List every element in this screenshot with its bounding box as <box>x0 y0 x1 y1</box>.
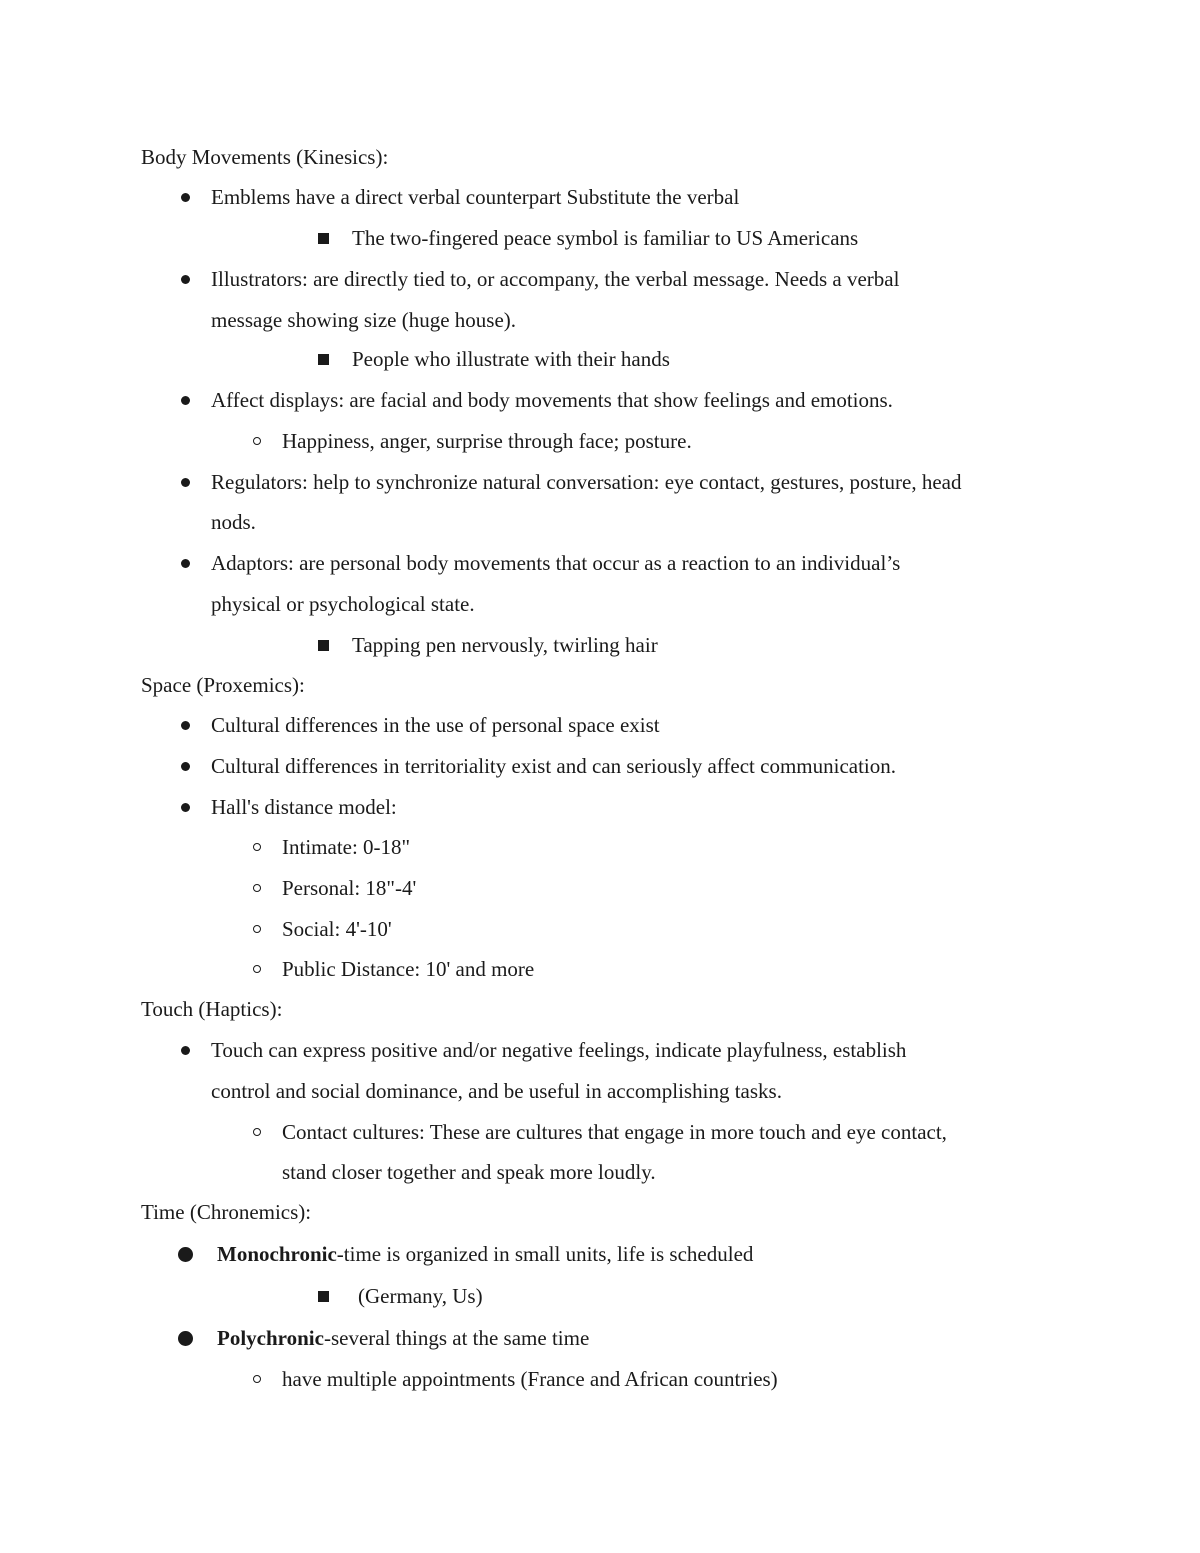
bullet-disc-icon <box>178 1247 193 1262</box>
bullet-circle-icon <box>253 884 261 892</box>
list-item-adaptors-example: Tapping pen nervously, twirling hair <box>352 633 658 657</box>
bullet-circle-icon <box>253 1375 261 1383</box>
list-item-touch: Touch can express positive and/or negative feelings, indicate playfulness, establish <box>211 1038 907 1062</box>
term-monochronic: Monochronic <box>217 1242 337 1266</box>
list-item-illustrators: Illustrators: are directly tied to, or accompany, the verbal message. Needs a verbal <box>211 267 900 291</box>
bullet-square-icon <box>318 640 329 651</box>
section-heading-chronemics: Time (Chronemics): <box>141 1200 312 1224</box>
bullet-disc-icon <box>181 762 190 771</box>
list-item-contact-cultures-cont: stand closer together and speak more loudly. <box>282 1160 656 1184</box>
bullet-disc-icon <box>181 1046 190 1055</box>
polychronic-definition: -several things at the same time <box>323 1326 590 1350</box>
bullet-circle-icon <box>253 925 261 933</box>
bullet-disc-icon <box>181 559 190 568</box>
section-heading-haptics: Touch (Haptics): <box>141 997 283 1021</box>
bullet-circle-icon <box>253 965 261 973</box>
list-item-personal-space: Cultural differences in the use of personal space exist <box>211 713 660 737</box>
section-heading-proxemics: Space (Proxemics): <box>141 673 305 697</box>
list-item-regulators: Regulators: help to synchronize natural conversation: eye contact, gestures, posture, head <box>211 470 962 494</box>
bullet-disc-icon <box>181 396 190 405</box>
list-item-emblems-example: The two-fingered peace symbol is familiar to US Americans <box>352 226 859 250</box>
bullet-square-icon <box>318 354 329 365</box>
list-item-distance: Public Distance: 10' and more <box>282 957 535 981</box>
bullet-circle-icon <box>253 437 261 445</box>
list-item-monochronic-example: (Germany, Us) <box>358 1284 483 1308</box>
list-item-distance: Personal: 18"-4' <box>282 876 417 900</box>
list-item-illustrators-cont: message showing size (huge house). <box>211 308 517 332</box>
list-item-regulators-cont: nods. <box>211 510 256 534</box>
bullet-disc-icon <box>181 275 190 284</box>
list-item-monochronic <box>217 1240 753 1268</box>
list-item-distance-model: Hall's distance model: <box>211 795 397 819</box>
list-item-distance: Intimate: 0-18" <box>282 835 411 859</box>
list-item-emblems: Emblems have a direct verbal counterpart Substitute the verbal <box>211 185 740 209</box>
bullet-disc-icon <box>181 803 190 812</box>
bullet-disc-icon <box>178 1331 193 1346</box>
list-item-contact-cultures: Contact cultures: These are cultures that engage in more touch and eye contact, <box>282 1120 947 1144</box>
list-item-polychronic <box>217 1324 589 1352</box>
bullet-circle-icon <box>253 1128 261 1136</box>
list-item-touch-cont: control and social dominance, and be useful in accomplishing tasks. <box>211 1079 782 1103</box>
bullet-disc-icon <box>181 193 190 202</box>
bullet-circle-icon <box>253 843 261 851</box>
bullet-disc-icon <box>181 721 190 730</box>
list-item-affect-displays: Affect displays: are facial and body movements that show feelings and emotions. <box>211 388 893 412</box>
term-polychronic: Polychronic <box>217 1326 324 1350</box>
bullet-disc-icon <box>181 478 190 487</box>
section-heading-kinesics: Body Movements (Kinesics): <box>141 145 389 169</box>
bullet-square-icon <box>318 1291 329 1302</box>
bullet-square-icon <box>318 233 329 244</box>
list-item-affect-example: Happiness, anger, surprise through face; posture. <box>282 429 692 453</box>
list-item-territoriality: Cultural differences in territoriality exist and can seriously affect communication. <box>211 754 897 778</box>
list-item-adaptors: Adaptors: are personal body movements that occur as a reaction to an individual’s <box>211 551 901 575</box>
list-item-illustrators-example: People who illustrate with their hands <box>352 347 670 371</box>
list-item-polychronic-example: have multiple appointments (France and African countries) <box>282 1367 778 1391</box>
list-item-distance: Social: 4'-10' <box>282 917 392 941</box>
monochronic-definition: -time is organized in small units, life is scheduled <box>336 1242 754 1266</box>
list-item-adaptors-cont: physical or psychological state. <box>211 592 475 616</box>
